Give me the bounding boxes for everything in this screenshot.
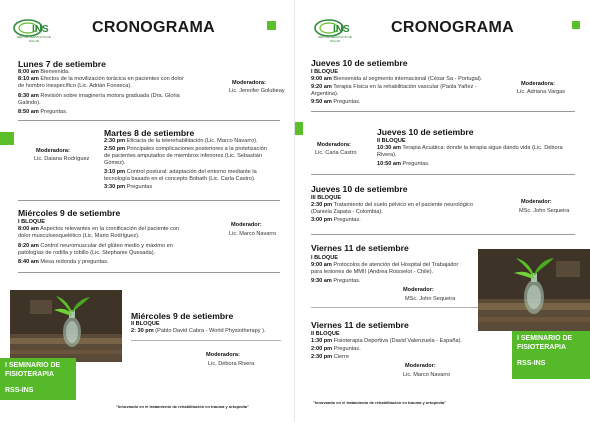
divider	[18, 200, 280, 201]
logo-text: INS	[333, 24, 350, 35]
footer-slogan: "Innovando en el tratamiento de rehabilitación en trauma y ortopedia"	[116, 404, 249, 409]
schedule-line: 3:30 pm Preguntas	[104, 184, 153, 190]
schedule-line: tecnología basado en el concepto Bobath (Lic. Carla Castro).	[104, 176, 256, 182]
section-day: Lunes 7 de setiembre	[18, 59, 106, 69]
block-label: II BLOQUE	[131, 321, 160, 327]
schedule-line: (Daniela Zapata - Colombia).	[311, 209, 383, 215]
divider	[18, 120, 280, 121]
moderator-name: Lic. Adriana Vargas	[517, 89, 566, 95]
moderator-name: MSc. John Sequeira	[519, 208, 570, 214]
banner-line: FISIOTERAPIA	[517, 343, 567, 351]
section-day: Jueves 10 de setiembre	[311, 184, 408, 194]
moderator-label: Moderador:	[403, 287, 434, 293]
logo-subtitle: RED DE SERVICIOS DE SALUD	[318, 35, 352, 43]
banner-line: FISIOTERAPIA	[5, 370, 55, 378]
seminar-banner	[0, 358, 76, 400]
block-label: II BLOQUE	[311, 331, 340, 337]
schedule-line: 8:40 am Mesa redonda y preguntas.	[18, 259, 109, 265]
section-day: Jueves 10 de setiembre	[311, 58, 408, 68]
schedule-line: Argentina).	[311, 91, 339, 97]
schedule-line: 3:10 pm Control postural: adaptación del entorno mediante la	[104, 169, 257, 175]
schedule-line: 9:00 am Protocolos de atención del Hospital del Trabajador	[311, 262, 459, 268]
block-label: I BLOQUE	[18, 219, 46, 225]
section-day: Martes 8 de setiembre	[104, 128, 195, 138]
divider	[18, 272, 280, 273]
moderator-label: Moderador:	[521, 199, 552, 205]
moderator-name: Lic. Débora Rivera	[208, 361, 255, 367]
moderator-name: Lic. Jennifer Golubeay	[229, 88, 285, 94]
schedule-line: Galindo).	[18, 100, 41, 106]
divider	[311, 111, 575, 112]
schedule-line: 8:20 am Control neuromuscular del glúteo medio y máximo en	[18, 243, 173, 249]
seminar-photo	[478, 249, 590, 331]
schedule-line: de pacientes amputados de miembros inferiores (Lic. Sebastián	[104, 153, 262, 159]
schedule-line: 3:00 pm Preguntas.	[311, 217, 361, 223]
logo-text: INS	[32, 24, 49, 35]
block-label: I BLOQUE	[311, 255, 339, 261]
schedule-line: 1:30 pm Fisioterapia Deportiva (David Valenzuela - España).	[311, 338, 463, 344]
schedule-line: 2: 30 pm (Pablo David Cabra - World Physiotherapy ).	[131, 328, 266, 334]
moderator-name: Lic. Daiana Rodríguez	[34, 156, 90, 162]
moderator-label: Moderadora:	[317, 142, 351, 148]
moderator-name: Lic. Marco Navarro	[229, 231, 277, 237]
schedule-line: 9:20 am Terapia Física en la rehabilitación vascular (Paola Yañez -	[311, 84, 477, 90]
section-day: Miércoles 9 de setiembre	[131, 311, 234, 321]
moderator-label: Moderadora:	[521, 81, 555, 87]
moderator-name: Lic. Marco Navarro	[403, 372, 451, 378]
schedule-line: 2:50 pm Principales complicaciones posteriores a la protetización	[104, 146, 267, 152]
schedule-line: 2:30 pm Cierre	[311, 354, 349, 360]
page-title: CRONOGRAMA	[92, 19, 215, 36]
schedule-line: 8:10 am Efectos de la movilización torácica en pacientes con dolor	[18, 76, 184, 82]
moderator-label: Moderadora:	[232, 80, 266, 86]
divider	[311, 174, 575, 175]
accent-square	[295, 122, 303, 135]
schedule-line: 8:50 am Preguntas.	[18, 109, 68, 115]
seminar-photo	[10, 290, 122, 362]
banner-rss: RSS-INS	[517, 360, 546, 368]
section-day: Viernes 11 de setiembre	[311, 320, 409, 330]
page-right	[295, 0, 590, 422]
schedule-line: 2:30 pm Eficacia de la telerehabilitación (Lic. Marco Navarro).	[104, 138, 258, 144]
schedule-line: 8:00 am Bienvenida.	[18, 69, 70, 75]
logo-subtitle: RED DE SERVICIOS DE SALUD	[17, 35, 51, 43]
schedule-line: Rivera).	[377, 152, 397, 158]
moderator-label: Moderadora:	[206, 352, 240, 358]
seminar-banner	[512, 331, 590, 379]
accent-square	[0, 132, 14, 145]
section-day: Miércoles 9 de setiembre	[18, 208, 121, 218]
schedule-line: 10:30 am Terapia Acuática: donde la terapia sigue dando vida (Lic. Débora	[377, 145, 563, 151]
block-label: II BLOQUE	[377, 138, 406, 144]
block-label: III BLOQUE	[311, 195, 342, 201]
divider	[311, 307, 491, 308]
schedule-line: 2:30 pm Tratamiento del suelo pélvico en el paciente neurológico	[311, 202, 474, 208]
schedule-line: 10:50 am Preguntas.	[377, 161, 430, 167]
section-day: Jueves 10 de setiembre	[377, 127, 474, 137]
block-label: I BLOQUE	[311, 69, 339, 75]
moderator-label: Moderador:	[405, 363, 436, 369]
moderator-name: Lic. Carla Castro	[315, 150, 357, 156]
banner-rss: RSS-INS	[5, 387, 34, 395]
schedule-line: 9:50 am Preguntas.	[311, 99, 361, 105]
divider	[131, 340, 281, 341]
page-title: CRONOGRAMA	[391, 19, 514, 36]
section-day: Viernes 11 de setiembre	[311, 243, 409, 253]
schedule-line: 2:00 pm Preguntas.	[311, 346, 361, 352]
banner-line: I SEMINARIO DE	[5, 362, 61, 369]
schedule-line: patologías de rodilla y tobillo (Lic. Stephanie Quesada).	[18, 250, 156, 256]
banner-line: I SEMINARIO DE	[517, 335, 573, 342]
footer-slogan: "Innovando en el tratamiento de rehabilitación en trauma y ortopedia"	[313, 400, 446, 405]
moderator-name: MSc. John Sequeira	[405, 296, 456, 302]
schedule-line: para lesiones de MMII (Andrea Roisselot - Chile).	[311, 269, 434, 275]
moderator-label: Moderador:	[231, 222, 262, 228]
divider	[311, 234, 575, 235]
schedule-line: 9:00 am Bienvenida al segmento internacional (César Sa - Portugal).	[311, 76, 483, 82]
schedule-line: 9:30 am Preguntas.	[311, 278, 361, 284]
moderator-label: Moderadora:	[36, 148, 70, 154]
schedule-line: 8:30 am Revisión sobre imaginería motora graduada (Dra. Gloria	[18, 93, 180, 99]
schedule-line: dolor musculoesquelético (Lic. Mario Rodríguez).	[18, 233, 140, 239]
schedule-line: de hombro inespecífico (Lic. Adrián Fonseca).	[18, 83, 132, 89]
accent-square	[267, 21, 276, 30]
schedule-line: 8:00 am Aspectos relevantes en la cronificación del paciente con	[18, 226, 180, 232]
schedule-line: Gómez).	[104, 160, 126, 166]
accent-square	[572, 21, 580, 29]
